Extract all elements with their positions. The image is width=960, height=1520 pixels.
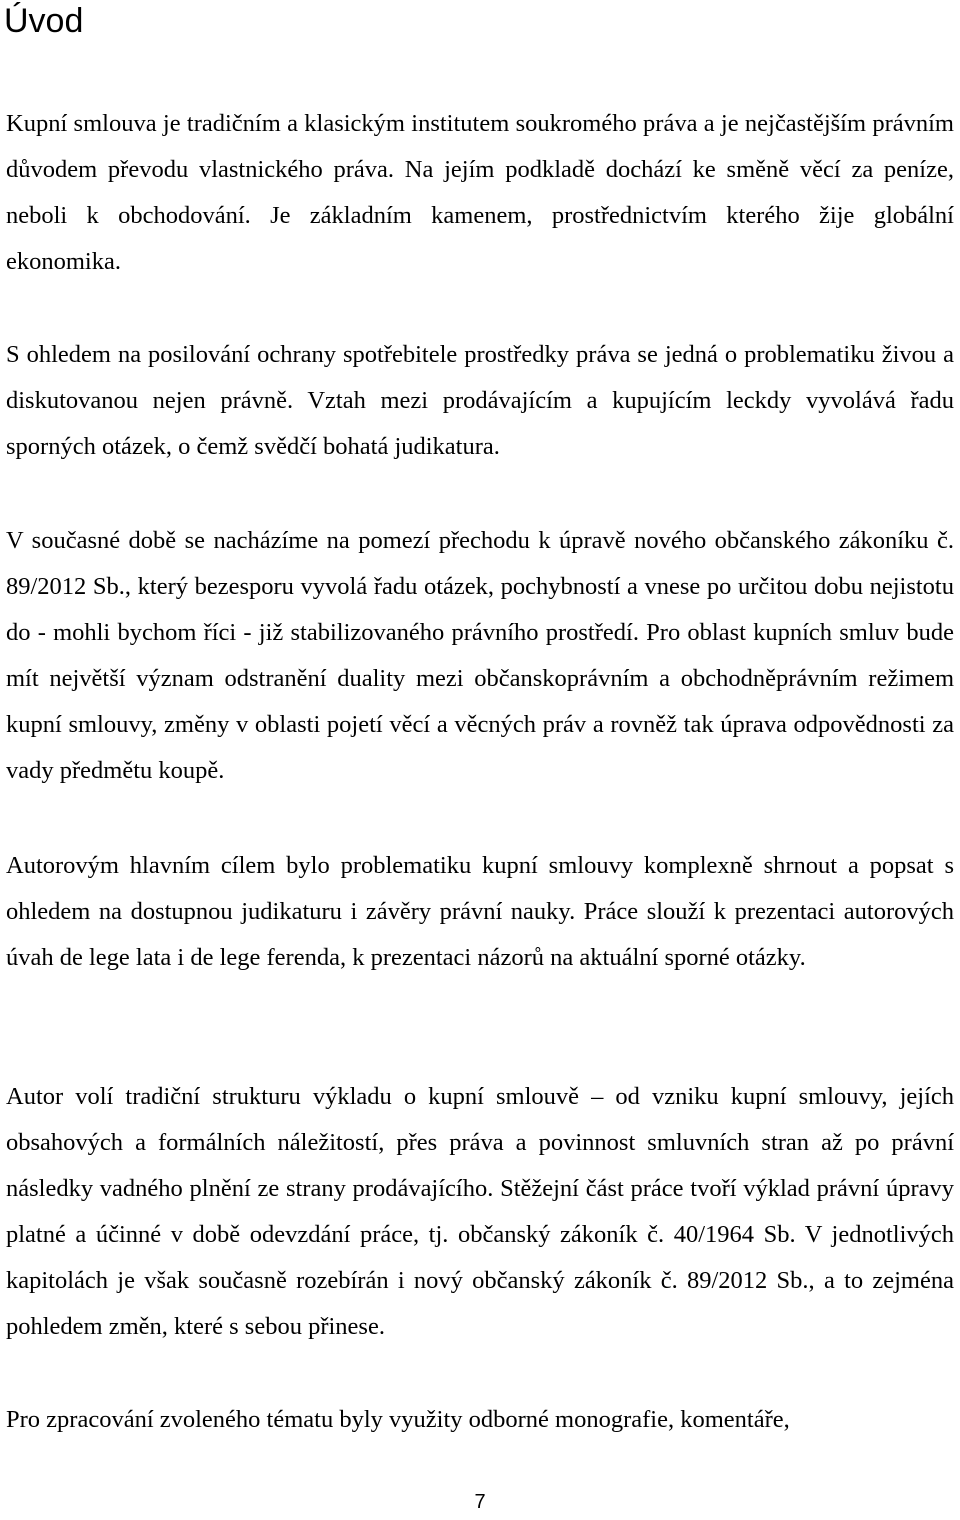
paragraph-new-civil-code: V současné době se nacházíme na pomezí přechodu k úpravě nového občanského zákoníku č. 89/2012 Sb., který bezesporu vyvolá řadu otázek, pochybností a vnese po určitou dobu nejistotu do - mohli bychom říci - již stabilizovaného právního prostředí. Pro oblast kupních smluv bude mít největší význam odstranění duality mezi občanskoprávním a obchodněprávním režimem kupní smlouvy, změny v oblasti pojetí věcí a věcných práv a rovněž tak úprava odpovědnosti za vady předmětu koupě. — [6, 527, 954, 784]
page-number: 7 — [474, 1491, 486, 1513]
paragraph-intro: Kupní smlouva je tradičním a klasickým institutem soukromého práva a je nejčastějším právním důvodem převodu vlastnického práva. Na jejím podkladě dochází ke směně věcí za peníze, neboli k obchodování. Je základním kamenem, prostřednictvím kterého žije globální ekonomika. — [6, 110, 954, 275]
paragraph-consumer-protection: S ohledem na posilování ochrany spotřebitele prostředky práva se jedná o problematiku živou a diskutovanou nejen právně. Vztah mezi prodávajícím a kupujícím leckdy vyvolává řadu sporných otázek, o čemž svědčí bohatá judikatura. — [6, 341, 954, 460]
paragraph-author-goal: Autorovým hlavním cílem bylo problematiku kupní smlouvy komplexně shrnout a popsat s ohledem na dostupnou judikaturu i závěry právní nauky. Práce slouží k prezentaci autorových úvah de lege lata i de lege ferenda, k prezentaci názorů na aktuální sporné otázky. — [6, 852, 954, 971]
section-heading: Úvod — [4, 2, 84, 40]
paragraph-structure: Autor volí tradiční strukturu výkladu o kupní smlouvě – od vzniku kupní smlouvy, jejích obsahových a formálních náležitostí, přes práva a povinnost smluvních stran až po právní následky vadného plnění ze strany prodávajícího. Stěžejní část práce tvoří výklad právní úpravy platné a účinné v době odevzdání práce, tj. občanský zákoník č. 40/1964 Sb. V jednotlivých kapitolách je však současně rozebírán i nový občanský zákoník č. 89/2012 Sb., a to zejména pohledem změn, které s sebou přinese. — [6, 1083, 954, 1340]
paragraph-sources: Pro zpracování zvoleného tématu byly využity odborné monografie, komentáře, — [6, 1406, 790, 1433]
